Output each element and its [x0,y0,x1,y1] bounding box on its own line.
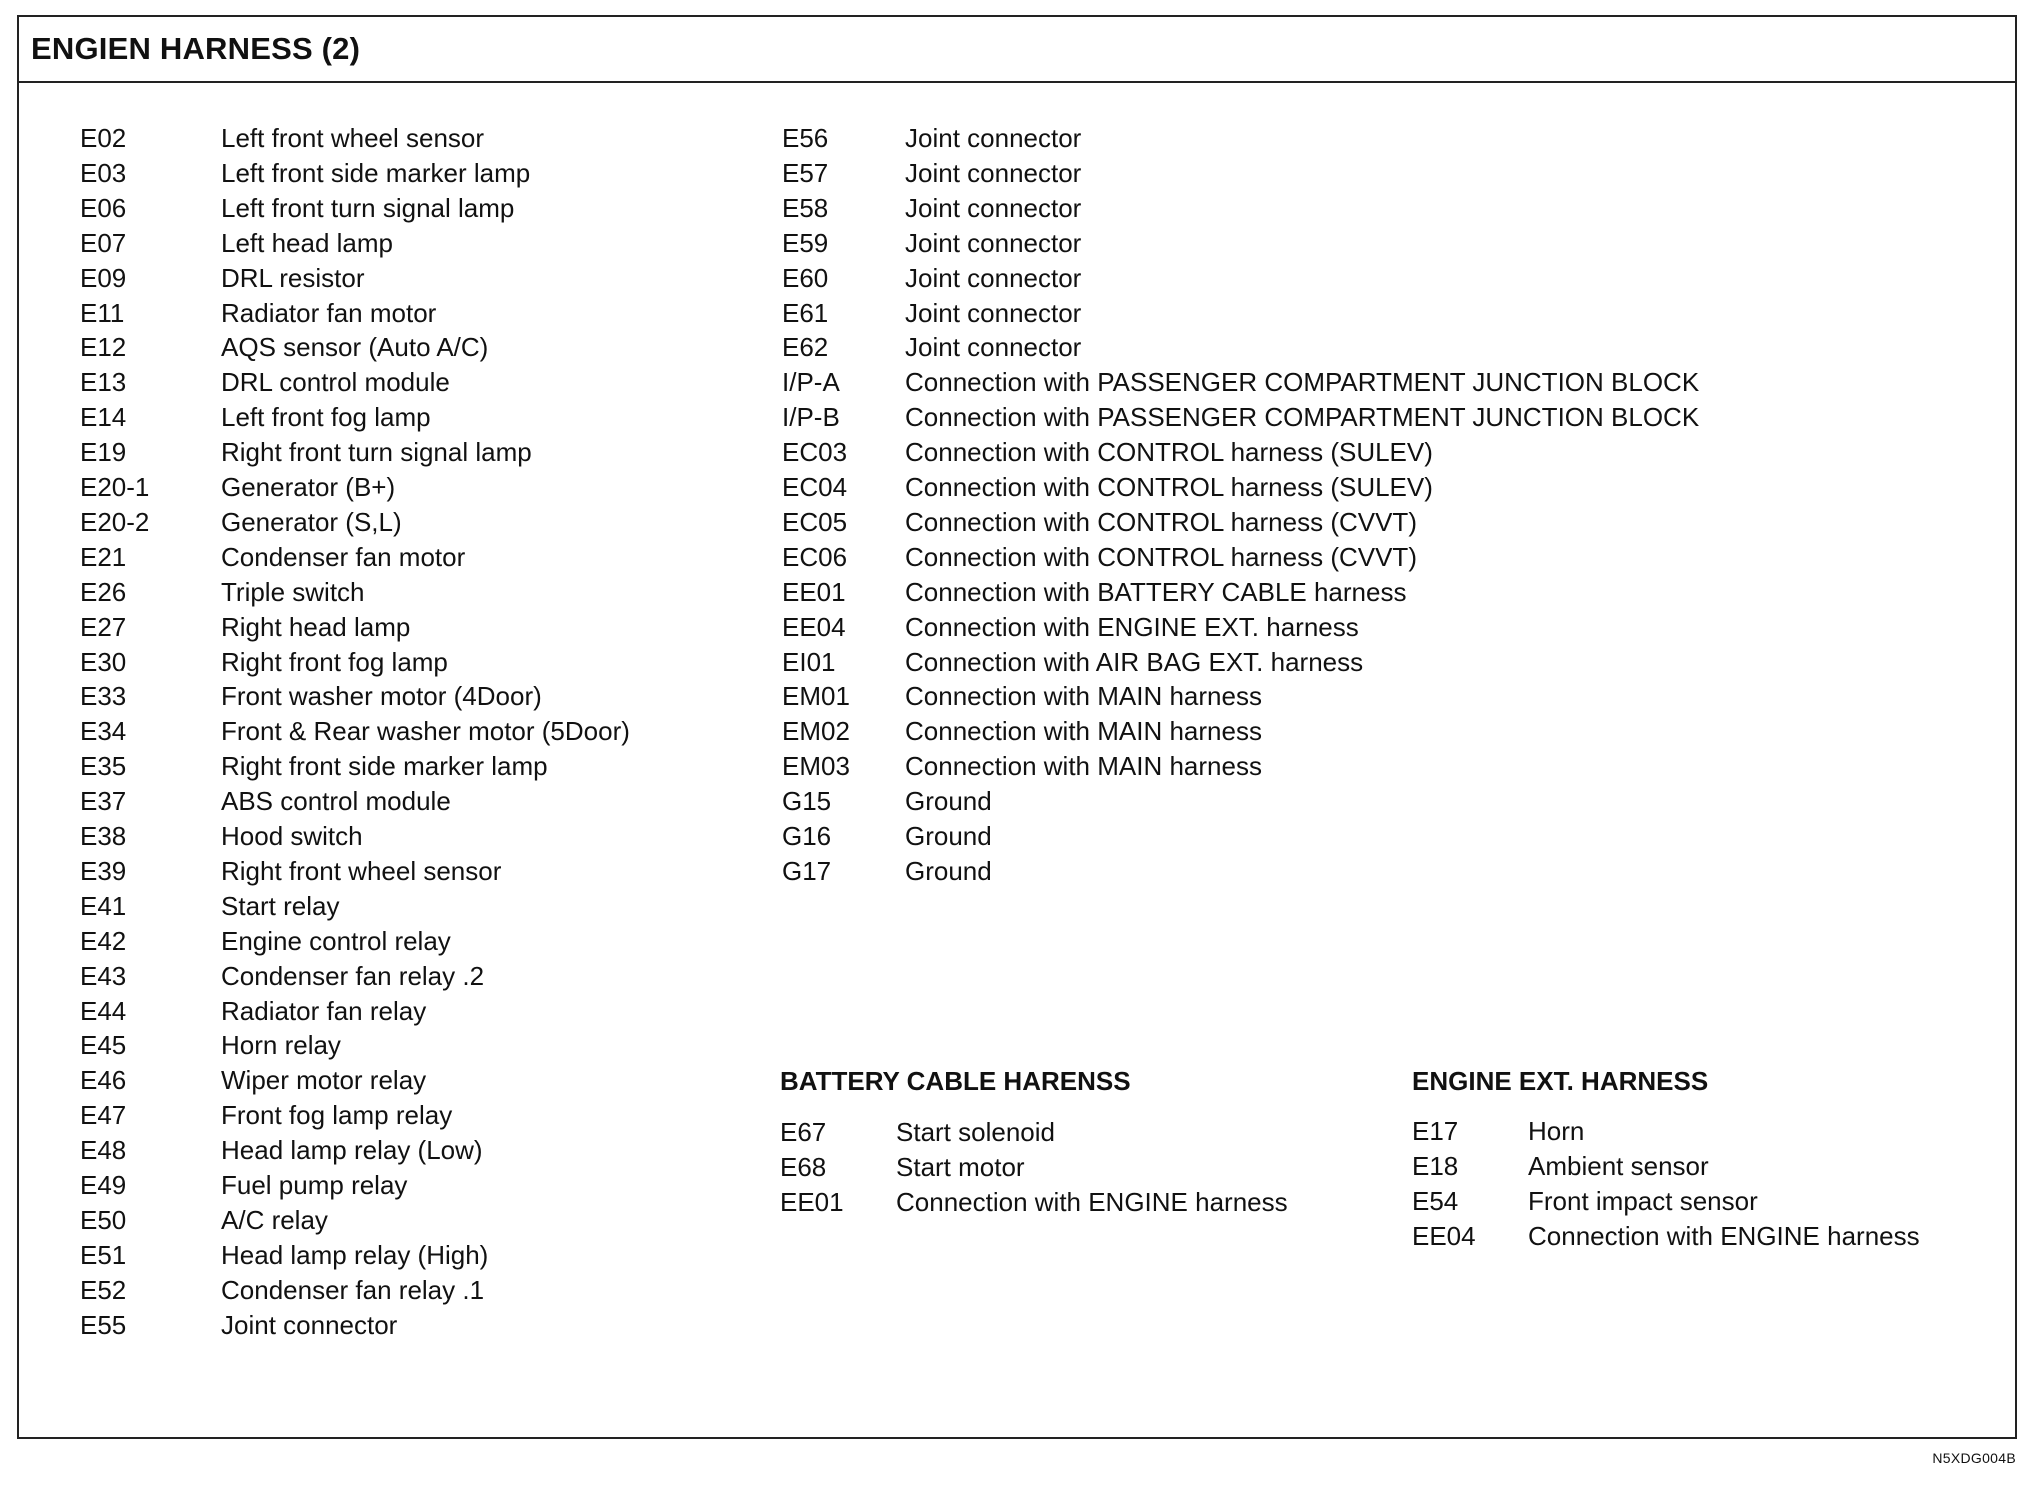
connector-code: E44 [80,995,127,1026]
connector-code: E20-1 [80,472,150,502]
connector-description: Connection with AIR BAG EXT. harness [905,646,1364,677]
connector-code: E54 [1412,1186,1459,1216]
connector-description: Front & Rear washer motor (5Door) [221,716,630,747]
connector-description: Start relay [221,890,340,921]
list-item [80,470,700,504]
connector-code: E42 [80,925,127,956]
list-item [782,854,1982,888]
connector-code: E21 [80,541,127,572]
list-item [80,610,700,644]
connector-code: E06 [80,192,127,223]
connector-description: Horn [1528,1116,1585,1146]
connector-description: Front impact sensor [1528,1186,1758,1216]
connector-code: E49 [80,1170,127,1200]
list-item [80,1063,700,1097]
list-item [80,749,700,783]
connector-code: E61 [782,297,829,328]
list-item [80,191,700,225]
list-item [80,994,700,1028]
connector-code: E18 [1412,1151,1459,1181]
connector-description: Joint connector [905,332,1082,363]
connector-code: E39 [80,855,127,886]
connector-description: Head lamp relay (Low) [221,1135,483,1166]
list-item [780,1115,1380,1149]
connector-description: AQS sensor (Auto A/C) [221,332,489,363]
list-item [80,1203,700,1237]
connector-description: Right head lamp [221,611,411,642]
list-item [80,575,700,609]
list-item [782,330,1982,364]
list-item [80,505,700,539]
connector-code: E17 [1412,1116,1459,1146]
connector-code: E57 [782,157,829,188]
connector-code: EC03 [782,437,848,468]
connector-description: Connection with CONTROL harness (CVVT) [905,541,1417,572]
connector-code: E07 [80,227,127,258]
connector-code: E59 [782,227,829,258]
connector-description: Condenser fan motor [221,541,466,572]
list-item [80,959,700,993]
battery-cable-heading: BATTERY CABLE HARENSS [780,1066,1131,1096]
list-item [80,226,700,260]
connector-code: E37 [80,786,127,817]
connector-description: Fuel pump relay [221,1170,408,1200]
connector-description: Radiator fan motor [221,297,437,328]
connector-description: DRL control module [221,367,450,398]
connector-code: E11 [80,297,125,328]
list-item [80,1308,700,1342]
connector-code: EM03 [782,751,850,782]
list-item [80,1238,700,1272]
connector-description: Left front wheel sensor [221,123,485,153]
list-item [80,784,700,818]
connector-description: Horn relay [221,1030,341,1061]
list-item [80,1168,700,1202]
document-frame [17,15,2017,1439]
connector-description: Left front fog lamp [221,402,431,433]
connector-code: E20-2 [80,506,150,537]
connector-code: EC06 [782,541,848,572]
list-item [782,156,1982,190]
connector-code: E14 [80,402,127,433]
connector-description: Connection with PASSENGER COMPARTMENT JUNCTION BLOCK [905,367,1700,398]
connector-description: Head lamp relay (High) [221,1239,489,1270]
title-bar [19,17,2015,83]
list-item [780,1150,1380,1184]
connector-code: G15 [782,786,832,817]
list-item [80,819,700,853]
list-item [782,540,1982,574]
list-item [782,714,1982,748]
list-item [782,784,1982,818]
connector-description: Joint connector [221,1309,398,1340]
list-item [1412,1114,2012,1148]
connector-description: Connection with CONTROL harness (SULEV) [905,437,1433,468]
connector-code: I/P-A [782,367,840,398]
connector-description: Ground [905,821,992,851]
connector-code: E35 [80,751,127,782]
connector-description: Start motor [896,1152,1025,1182]
connector-code: E34 [80,716,127,747]
connector-code: EM02 [782,716,850,747]
list-item [782,121,1982,155]
list-item [782,191,1982,225]
list-item [782,296,1982,330]
connector-description: Right front turn signal lamp [221,437,532,468]
connector-description: Generator (S,L) [221,506,402,537]
list-item [782,645,1982,679]
connector-description: Hood switch [221,821,363,851]
connector-description: ABS control module [221,786,451,817]
connector-code: E41 [80,890,127,921]
list-item [80,400,700,434]
connector-description: Joint connector [905,297,1082,328]
connector-code: G16 [782,821,832,851]
connector-code: E62 [782,332,829,363]
connector-code: EE04 [1412,1221,1476,1251]
list-item [1412,1219,2012,1253]
connector-description: Connection with MAIN harness [905,716,1262,747]
connector-description: Ground [905,786,992,817]
connector-code: E38 [80,821,127,851]
connector-code: E48 [80,1135,127,1166]
connector-description: Connection with ENGINE harness [1528,1221,1920,1251]
connector-description: Ground [905,855,992,886]
connector-code: E58 [782,192,829,223]
connector-code: E12 [80,332,127,363]
connector-code: E52 [80,1274,127,1305]
connector-description: Left head lamp [221,227,394,258]
connector-description: Connection with MAIN harness [905,751,1262,782]
connector-code: EI01 [782,646,836,677]
list-item [782,505,1982,539]
connector-description: Connection with CONTROL harness (SULEV) [905,472,1433,502]
connector-code: E55 [80,1309,127,1340]
connector-description: Joint connector [905,227,1082,258]
connector-code: E67 [780,1117,827,1147]
connector-description: Joint connector [905,192,1082,223]
connector-code: EC04 [782,472,848,502]
connector-code: E43 [80,960,127,991]
list-item [782,226,1982,260]
list-item [80,330,700,364]
connector-description: Left front turn signal lamp [221,192,515,223]
list-item [80,714,700,748]
connector-description: Radiator fan relay [221,995,427,1026]
list-item [80,540,700,574]
connector-code: EM01 [782,681,850,712]
connector-description: Connection with MAIN harness [905,681,1262,712]
list-item [80,1098,700,1132]
list-item [80,261,700,295]
connector-code: E33 [80,681,127,712]
list-item [80,121,700,155]
connector-code: E68 [780,1152,827,1182]
list-item [782,261,1982,295]
connector-code: G17 [782,855,832,886]
connector-description: Connection with CONTROL harness (CVVT) [905,506,1417,537]
connector-description: Front washer motor (4Door) [221,681,542,712]
connector-code: E30 [80,646,127,677]
connector-description: Front fog lamp relay [221,1100,453,1131]
connector-description: Joint connector [905,123,1082,153]
connector-description: Connection with ENGINE EXT. harness [905,611,1359,642]
list-item [80,679,700,713]
list-item [80,156,700,190]
connector-code: E02 [80,123,127,153]
connector-code: E26 [80,576,127,607]
list-item [782,435,1982,469]
connector-description: DRL resistor [221,262,365,293]
connector-description: Left front side marker lamp [221,157,531,188]
list-item [782,365,1982,399]
list-item [80,296,700,330]
connector-description: Ambient sensor [1528,1151,1709,1181]
list-item [80,854,700,888]
connector-description: Connection with PASSENGER COMPARTMENT JUNCTION BLOCK [905,402,1700,433]
connector-code: E13 [80,367,127,398]
list-item [80,1133,700,1167]
list-item [80,1028,700,1062]
connector-code: E19 [80,437,127,468]
list-item [782,679,1982,713]
connector-code: EE04 [782,611,846,642]
connector-description: A/C relay [221,1204,328,1235]
list-item [80,435,700,469]
list-item [80,889,700,923]
connector-code: E50 [80,1204,127,1235]
list-item [782,575,1982,609]
connector-description: Wiper motor relay [221,1065,427,1096]
connector-code: EE01 [782,576,846,607]
connector-code: E27 [80,611,127,642]
connector-description: Right front fog lamp [221,646,448,677]
connector-description: Right front wheel sensor [221,855,502,886]
connector-code: E03 [80,157,127,188]
document-id: N5XDG004B [1932,1450,2016,1466]
list-item [782,819,1982,853]
list-item [80,645,700,679]
list-item [782,400,1982,434]
connector-description: Engine control relay [221,925,451,956]
connector-code: E45 [80,1030,127,1061]
connector-code: I/P-B [782,402,840,433]
list-item [780,1185,1380,1219]
connector-code: E09 [80,262,127,293]
connector-code: E56 [782,123,829,153]
connector-description: Joint connector [905,262,1082,293]
connector-code: E60 [782,262,829,293]
connector-description: Triple switch [221,576,365,607]
connector-code: EC05 [782,506,848,537]
connector-code: E51 [80,1239,127,1270]
connector-description: Generator (B+) [221,472,396,502]
list-item [80,365,700,399]
connector-code: EE01 [780,1187,844,1217]
list-item [80,924,700,958]
list-item [80,1273,700,1307]
list-item [1412,1184,2012,1218]
connector-description: Connection with BATTERY CABLE harness [905,576,1407,607]
page-title: ENGIEN HARNESS (2) [31,31,361,66]
connector-description: Joint connector [905,157,1082,188]
connector-description: Right front side marker lamp [221,751,548,782]
connector-description: Condenser fan relay .2 [221,960,485,991]
connector-description: Start solenoid [896,1117,1055,1147]
connector-code: E47 [80,1100,127,1131]
list-item [782,749,1982,783]
engine-ext-heading: ENGINE EXT. HARNESS [1412,1066,1709,1096]
connector-code: E46 [80,1065,127,1096]
list-item [1412,1149,2012,1183]
connector-description: Condenser fan relay .1 [221,1274,485,1305]
list-item [782,470,1982,504]
connector-description: Connection with ENGINE harness [896,1187,1288,1217]
list-item [782,610,1982,644]
